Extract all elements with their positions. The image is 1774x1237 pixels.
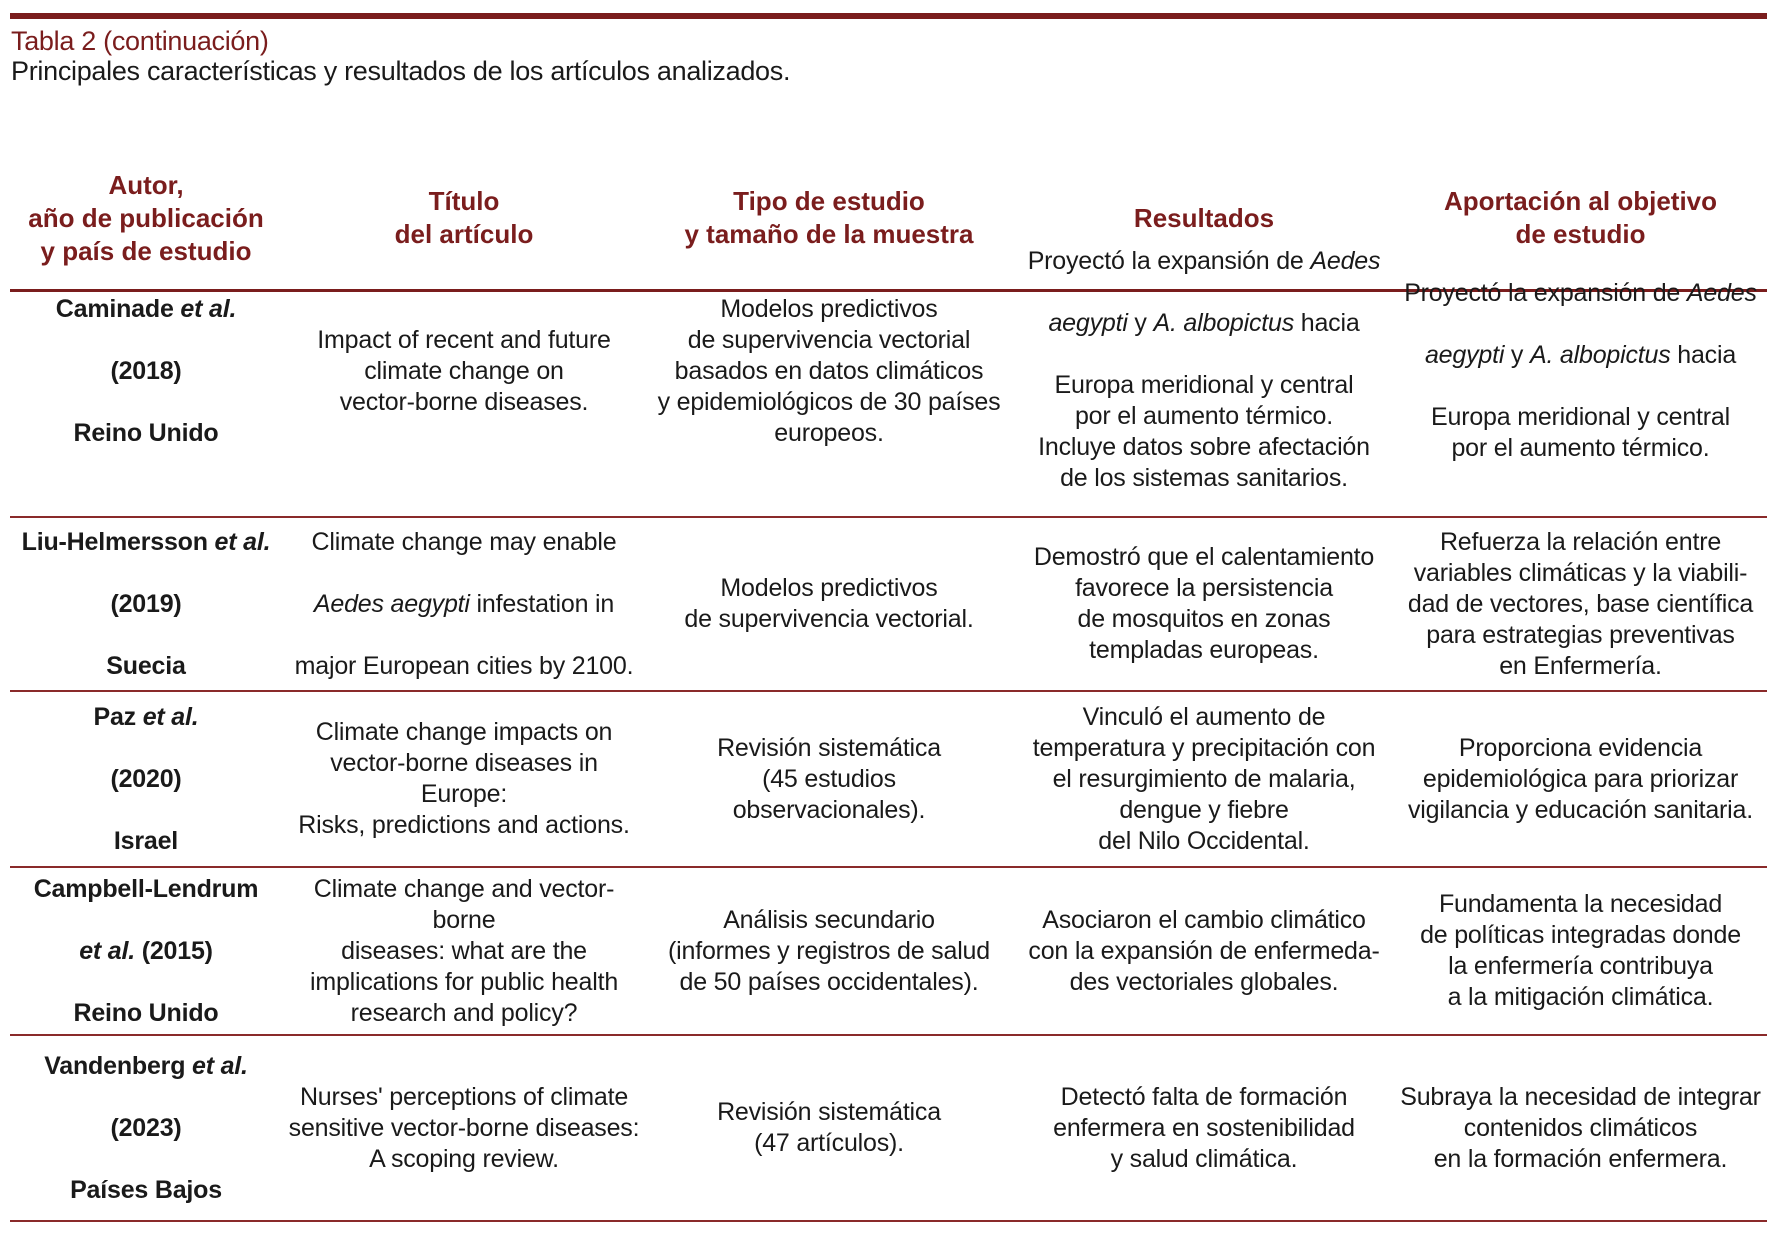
contribution-cell: Fundamenta la necesidad de políticas integradas donde la enfermería contribuya a la mitigación climática. [1420, 890, 1741, 1011]
results-cell: Asociaron el cambio climático con la expansión de enfermeda- des vectoriales globales. [1028, 905, 1380, 996]
author-country: Reino Unido [73, 998, 219, 1027]
author-country: Israel [113, 826, 179, 855]
top-rule [10, 13, 1767, 19]
contribution-cell [1394, 279, 1767, 462]
species-name: A. albopictus [1529, 341, 1671, 369]
species-name: aegypti [1048, 309, 1128, 337]
row-rule [10, 690, 1767, 692]
contribution-cell: Proporciona evidencia epidemiológica para priorizar vigilancia y educación sanitaria. [1408, 733, 1753, 824]
header-title: Título del artículo [394, 186, 534, 249]
author-country: Suecia [106, 651, 186, 680]
species-name: Aedes [1686, 279, 1757, 307]
species-name: aegypti [1424, 341, 1505, 369]
row-rule [10, 516, 1767, 518]
table-description: Principales características y resultados de los artículos analizados. [11, 56, 791, 86]
study-cell: Revisión sistemática (47 artículos). [717, 1098, 941, 1157]
row-rule [10, 866, 1767, 868]
table-label: Tabla 2 (continuación) [11, 26, 269, 56]
author-cell [10, 1037, 282, 1219]
author-name: Caminade [55, 294, 174, 323]
author-name: Paz [93, 702, 136, 731]
results-text: Europa meridional y central por el aumento térmico. Incluye datos sobre afectación de los sistemas sanitarios. [1038, 371, 1370, 492]
title-cell: Impact of recent and future climate change on vector-borne diseases. [317, 325, 611, 416]
author-year: (2023) [110, 1113, 182, 1142]
results-text: Proyectó la expansión de [1027, 247, 1311, 275]
header-results: Resultados [1133, 202, 1275, 233]
study-cell: Revisión sistemática (45 estudios observacionales). [717, 733, 941, 824]
author-cell [10, 292, 282, 450]
author-country: Países Bajos [70, 1175, 222, 1204]
contribution-cell: Subraya la necesidad de integrar contenidos climáticos en la formación enfermera. [1400, 1082, 1761, 1173]
contribution-text: hacia [1670, 341, 1737, 369]
species-name: A. albopictus [1153, 309, 1295, 337]
author-cell [10, 519, 282, 689]
author-cell [10, 693, 282, 865]
header-contribution: Aportación al objetivo de estudio [1443, 186, 1718, 249]
header-author: Autor, año de publicación y país de estudio [28, 169, 264, 266]
author-name: Liu-Helmersson [21, 527, 208, 556]
et-al: et al. [214, 527, 271, 556]
study-cell: Modelos predictivos de supervivencia vectorial. [684, 574, 974, 633]
results-cell [1014, 247, 1394, 492]
author-name: Campbell-Lendrum [33, 874, 259, 903]
contribution-text: Europa meridional y central por el aumento térmico. [1431, 403, 1730, 462]
author-name: Vandenberg [44, 1051, 186, 1080]
row-rule [10, 1034, 1767, 1036]
results-cell: Demostró que el calentamiento favorece la persistencia de mosquitos en zonas templadas europeas. [1033, 543, 1375, 664]
contribution-text: Proyectó la expansión de [1404, 279, 1687, 307]
contribution-cell: Refuerza la relación entre variables climáticas y la viabili- dad de vectores, base científica para estrategias preventivas en Enfermería. [1407, 527, 1754, 680]
title-text: Climate change may enable [311, 527, 617, 556]
species-name: Aedes [1310, 247, 1381, 275]
title-cell: Climate change impacts on vector-borne diseases in Europe: Risks, predictions and actions. [298, 718, 630, 839]
bottom-rule [10, 1220, 1767, 1222]
title-cell: Climate change and vector-borne diseases: what are the implications for public health research and policy? [309, 874, 619, 1027]
title-cell: Nurses' perceptions of climate sensitive vector-borne diseases: A scoping review. [288, 1082, 640, 1173]
species-name: Aedes aegypti [313, 589, 470, 618]
results-cell: Detectó falta de formación enfermera en sostenibilidad y salud climática. [1053, 1082, 1355, 1173]
et-al: et al. [79, 936, 135, 965]
author-country: Reino Unido [73, 418, 219, 447]
title-text: major European cities by 2100. [294, 651, 634, 680]
header-study-type: Tipo de estudio y tamaño de la muestra [684, 186, 974, 249]
author-year: (2018) [110, 356, 182, 385]
et-al: et al. [142, 702, 199, 731]
results-text: y [1127, 309, 1154, 337]
author-year: (2019) [110, 589, 182, 618]
contribution-text: y [1504, 341, 1530, 369]
author-year: (2020) [110, 764, 182, 793]
results-text: hacia [1294, 309, 1360, 337]
title-cell [284, 519, 644, 689]
et-al: et al. [180, 294, 237, 323]
et-al: et al. [192, 1051, 248, 1080]
title-text: infestation in [469, 589, 615, 618]
study-cell: Modelos predictivos de supervivencia vectorial basados en datos climáticos y epidemiológicos de 30 países europeos. [657, 294, 1001, 447]
study-cell: Análisis secundario (informes y registros de salud de 50 países occidentales). [668, 905, 990, 996]
author-year: (2015) [141, 936, 213, 965]
results-cell: Vinculó el aumento de temperatura y precipitación con el resurgimiento de malaria, dengue y fiebre del Nilo Occidental. [1032, 702, 1376, 855]
author-cell [10, 869, 282, 1033]
